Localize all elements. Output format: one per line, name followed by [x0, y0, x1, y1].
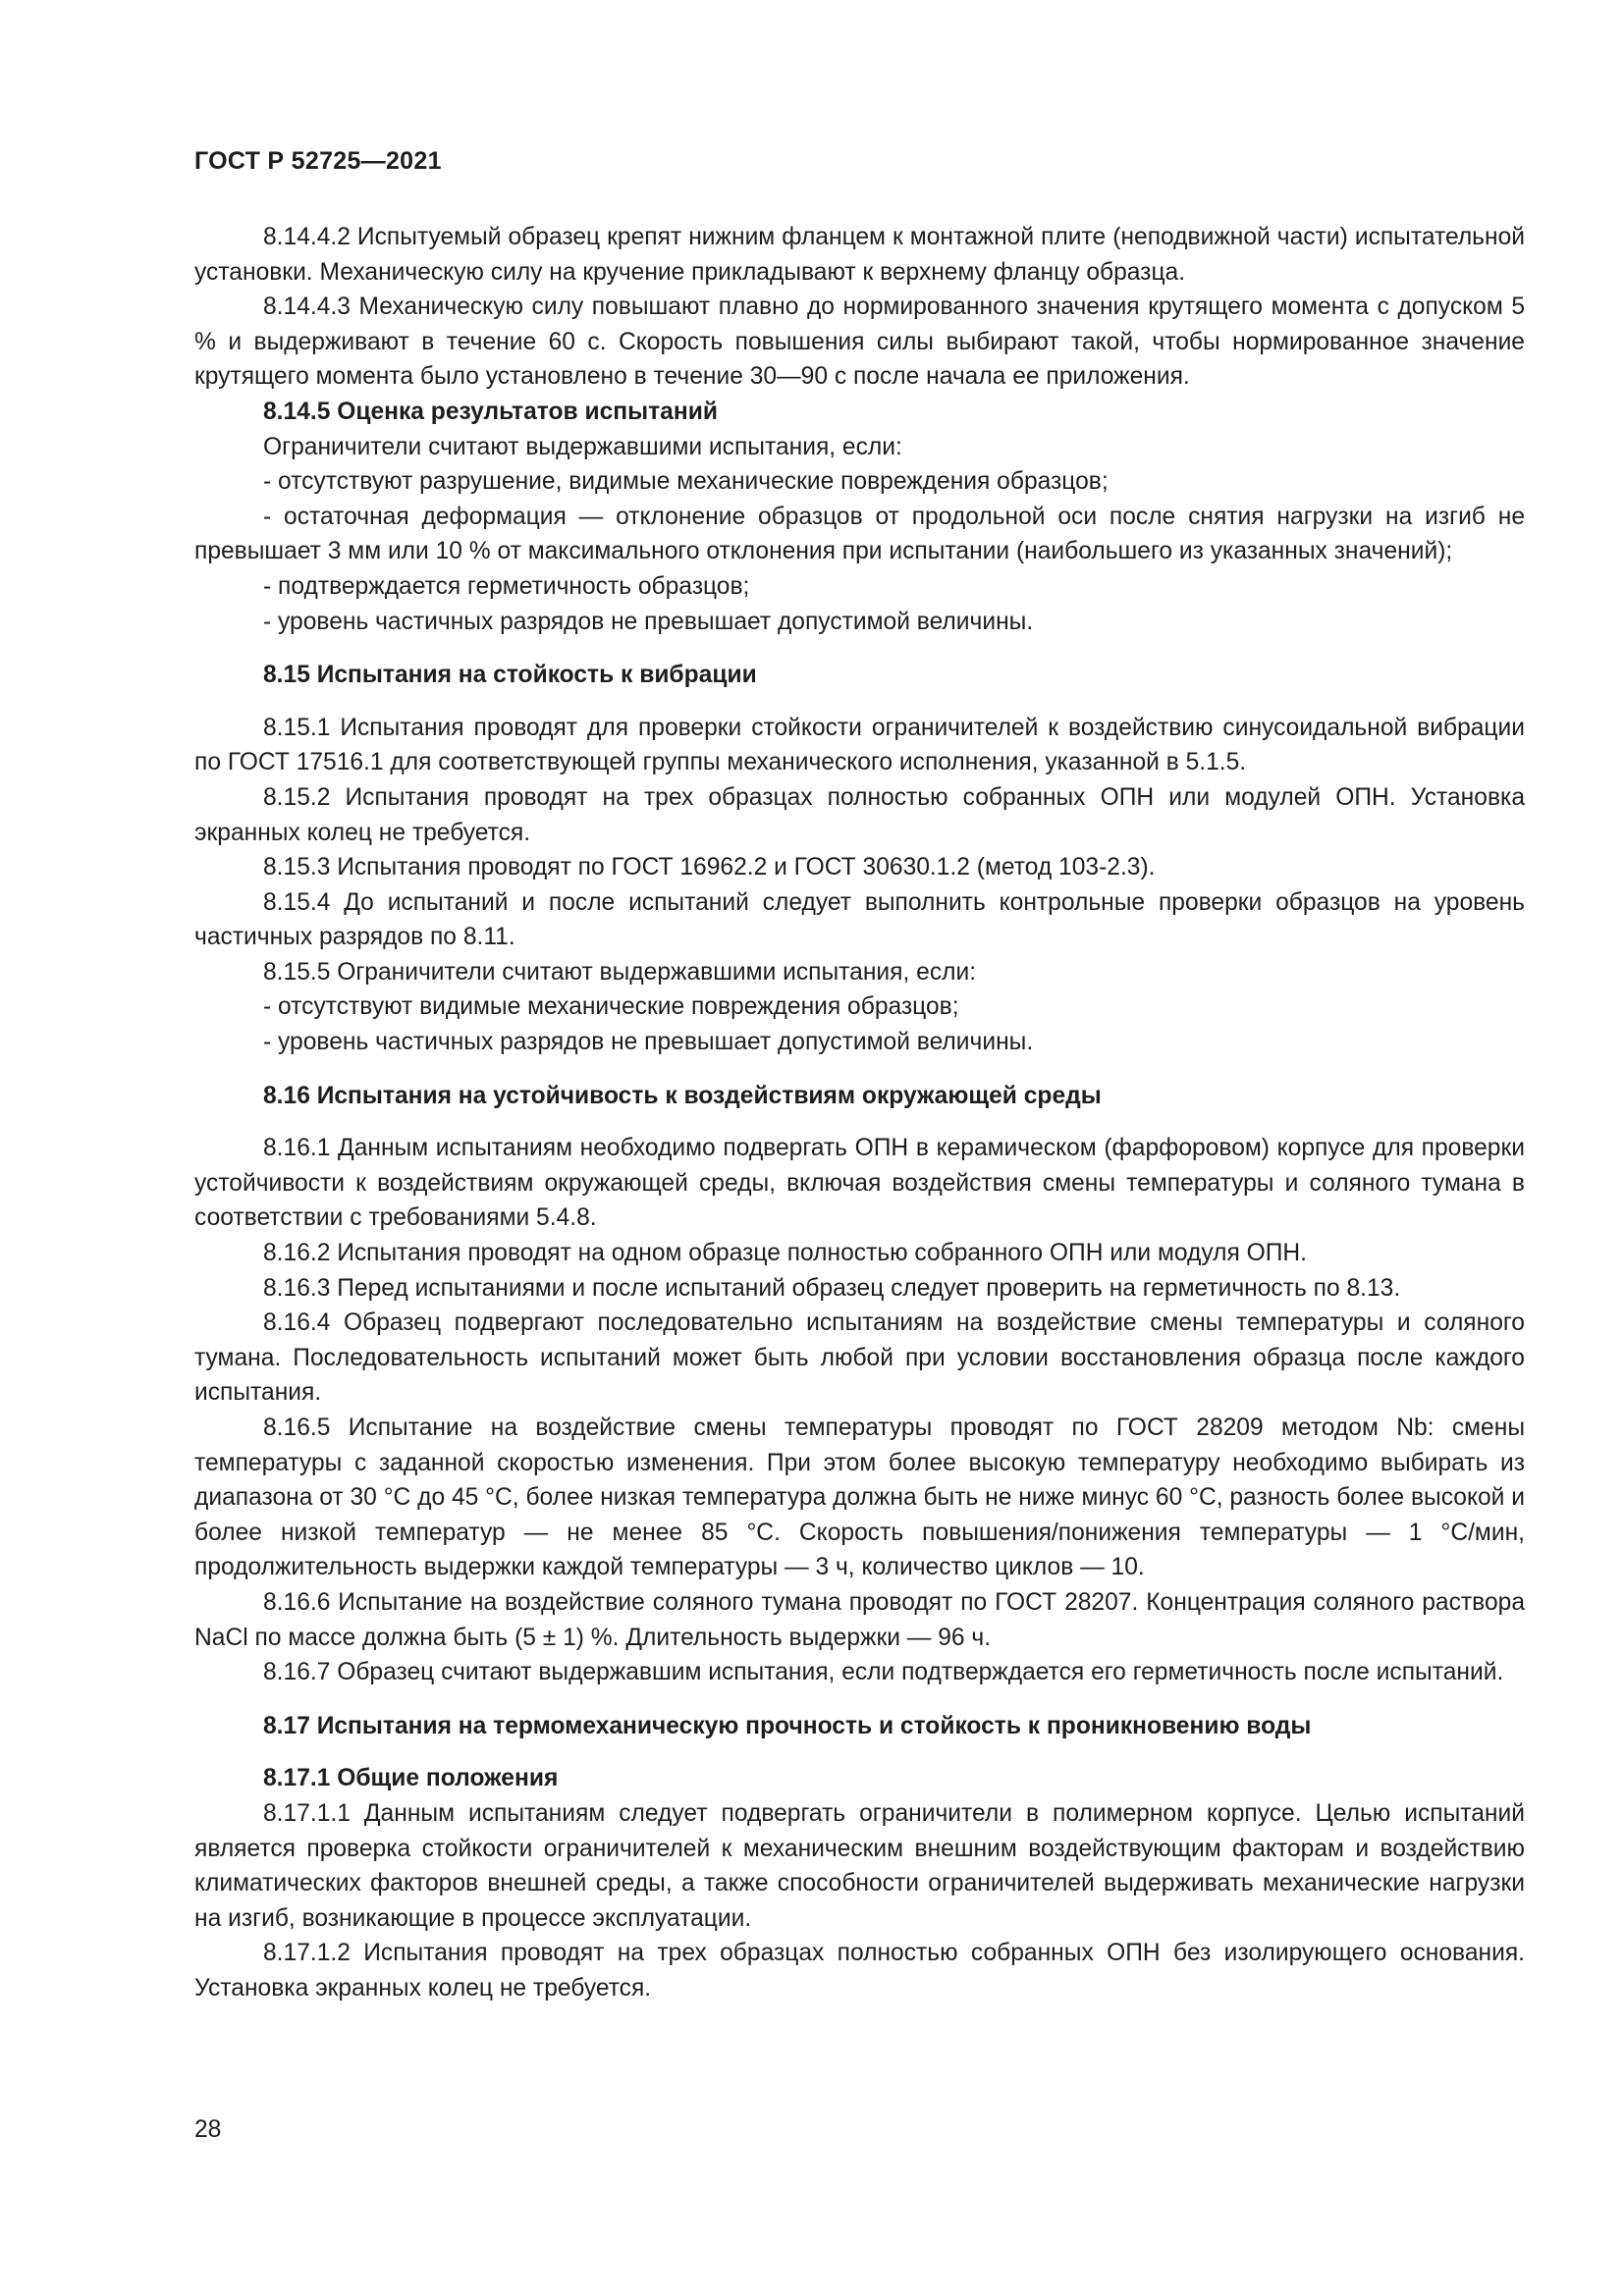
paragraph-8-16-1: 8.16.1 Данным испытаниям необходимо подвергать ОПН в керамическом (фарфоровом) корпусе для проверки устойчивости к воздействиям окружающей среды, включая воздействия смены температуры и соляного тумана в соответствии с требованиями 5.4.8. — [194, 1135, 1525, 1232]
list-item: - отсутствуют видимые механические повреждения образцов; — [263, 993, 959, 1021]
paragraph-8-14-4-3: 8.14.4.3 Механическую силу повышают плавно до нормированного значения крутящего момента с допуском 5 % и выдерживают в течение 60 с. Скорость повышения силы выбирают такой, чтобы нормированное значение крутящего момента было установлено в течение 30—90 с после начала ее приложения. — [194, 294, 1525, 391]
paragraph-8-15-5: 8.15.5 Ограничители считают выдержавшими испытания, если: — [263, 958, 977, 986]
heading-8-14-5: 8.14.5 Оценка результатов испытаний — [263, 398, 718, 425]
paragraph-8-16-2: 8.16.2 Испытания проводят на одном образце полностью собранного ОПН или модуля ОПН. — [263, 1240, 1308, 1267]
heading-8-17-1: 8.17.1 Общие положения — [263, 1765, 559, 1792]
list-item: - уровень частичных разрядов не превышает допустимой величины. — [263, 1029, 1034, 1056]
paragraph-8-17-1-1: 8.17.1.1 Данным испытаниям следует подвергать ограничители в полимерном корпусе. Целью испытаний является проверка стойкости ограничителей к механическим внешним воздействующим факторам и воздействию климатических факторов внешней среды, а также способности ограничителей выдерживать механические нагрузки на изгиб, возникающие в процессе эксплуатации. — [194, 1799, 1525, 1932]
paragraph-8-16-5: 8.16.5 Испытание на воздействие смены температуры проводят по ГОСТ 28209 методом Nb: смены температуры с заданной скоростью изменения. При этом более высокую температуру необходимо выбирать из диапазона от 30 °С до 45 °С, более низкая температура должна быть не ниже минус 60 °С, разность более высокой и более низкой температур — не менее 85 °С. Скорость повышения/понижения температуры — 1 °С/мин, продолжительность выдержки каждой температуры — 3 ч, количество циклов — 10. — [194, 1415, 1525, 1581]
heading-8-16: 8.16 Испытания на устойчивость к воздействиям окружающей среды — [263, 1082, 1102, 1109]
list-item: - остаточная деформация — отклонение образцов от продольной оси после снятия нагрузки на изгиб не превышает 3 мм или 10 % от максимального отклонения при испытании (наибольшего из указанных значений); — [194, 503, 1525, 565]
paragraph-8-16-6: 8.16.6 Испытание на воздействие соляного тумана проводят по ГОСТ 28207. Концентрация соляного раствора NaCl по массе должна быть (5 ± 1) %. Длительность выдержки — 96 ч. — [194, 1588, 1525, 1651]
paragraph-8-15-1: 8.15.1 Испытания проводят для проверки стойкости ограничителей к воздействию синусоидальной вибрации по ГОСТ 17516.1 для соответствующей группы механического исполнения, указанной в 5.1.5. — [194, 714, 1525, 776]
paragraph-8-14-4-2: 8.14.4.2 Испытуемый образец крепят нижним фланцем к монтажной плите (неподвижной части) испытательной установки. Механическую силу на кручение прикладывают к верхнему фланцу образца. — [194, 224, 1525, 286]
list-item: - уровень частичных разрядов не превышает допустимой величины. — [263, 608, 1034, 635]
paragraph-8-16-4: 8.16.4 Образец подвергают последовательно испытаниям на воздействие смены температуры и соляного тумана. Последовательность испытаний может быть любой при условии восстановления образца после каждого испытания. — [194, 1309, 1525, 1407]
paragraph-8-17-1-2: 8.17.1.2 Испытания проводят на трех образцах полностью собранных ОПН без изолирующего основания. Установка экранных колец не требуется. — [194, 1940, 1525, 2002]
page-number: 28 — [194, 2116, 222, 2143]
heading-8-15: 8.15 Испытания на стойкость к вибрации — [263, 662, 757, 689]
list-item: - отсутствуют разрушение, видимые механические повреждения образцов; — [263, 468, 1109, 496]
paragraph-8-15-3: 8.15.3 Испытания проводят по ГОСТ 16962.2 и ГОСТ 30630.1.2 (метод 103-2.3). — [263, 854, 1156, 881]
heading-8-17: 8.17 Испытания на термомеханическую прочность и стойкость к проникновению воды — [263, 1712, 1312, 1739]
document-body — [194, 220, 1525, 2006]
list-item: - подтверждается герметичность образцов; — [263, 572, 750, 600]
paragraph-8-15-2: 8.15.2 Испытания проводят на трех образцах полностью собранных ОПН или модулей ОПН. Установка экранных колец не требуется. — [194, 783, 1525, 846]
paragraph-8-16-7: 8.16.7 Образец считают выдержавшим испытания, если подтверждается его герметичность после испытаний. — [263, 1659, 1504, 1686]
paragraph-8-15-4: 8.15.4 До испытаний и после испытаний следует выполнить контрольные проверки образцов на уровень частичных разрядов по 8.11. — [194, 888, 1525, 951]
paragraph-8-16-3: 8.16.3 Перед испытаниями и после испытаний образец следует проверить на герметичность по 8.13. — [263, 1274, 1401, 1302]
paragraph-conditions-intro: Ограничители считают выдержавшими испытания, если: — [263, 433, 902, 460]
document-header: ГОСТ Р 52725—2021 — [194, 147, 442, 175]
